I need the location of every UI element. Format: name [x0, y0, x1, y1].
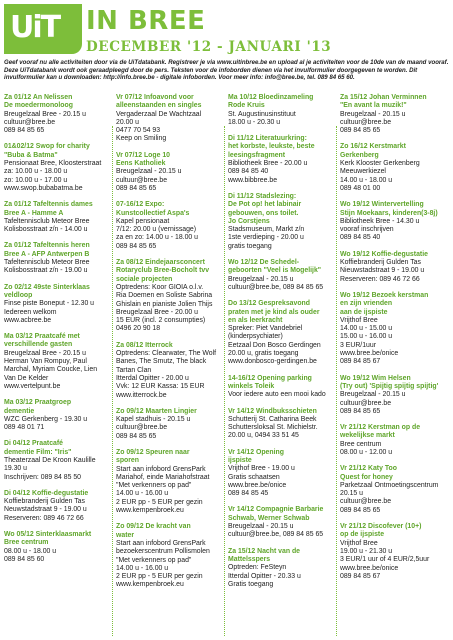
event-details: Optreden: FeSteyn Itterdal Opitter - 20.33 u Gratis toegang [228, 564, 301, 588]
event-details: Spreker: Piet Vandebriel (kinderpsychiater) Eetzaal Don Bosco Gerdingen 20.00 u, gratis toegang www.donbosco-gerdingen.be [228, 325, 321, 366]
event-details: Tafeltennisclub Meteor Bree Kolisbosstraat z/n - 14.00 u [4, 217, 90, 234]
event-details: Finse piste Boneput - 12.30 u Iedereen welkom www.acbree.be [4, 300, 95, 324]
event-title: Vr 14/12 Compagnie Barbarie Schwab, Werner Schwab [228, 506, 324, 522]
events-column-4 [340, 94, 444, 589]
event-entry [228, 506, 332, 539]
event-entry [116, 259, 220, 334]
event-entry [116, 408, 220, 441]
event-entry [228, 375, 332, 400]
event-entry [340, 292, 444, 367]
event-title: Ma 10/12 Bloedinzameling Rode Kruis [228, 94, 314, 110]
event-title: Wo 05/12 Sinterklaasmarkt Bree centrum [4, 531, 92, 547]
event-entry [340, 523, 444, 581]
event-details: Vrijthof Bree 19.00 u - 21.30 u 3 EUR/1 uur of 4 EUR/2,5uur www.bree.be/onice 089 84 85 67 [340, 539, 430, 580]
event-title: Vr 14/12 Opening ijspiste [228, 448, 284, 464]
event-entry [228, 193, 332, 251]
event-title: Za 08/12 Itterrock [116, 341, 173, 349]
event-title: Ma 03/12 Praatgroep dementie [4, 399, 72, 415]
event-entry [116, 201, 220, 251]
event-details: Breugelzaal - 20.15 u cultuur@bree.be 089 84 85 65 [340, 391, 406, 415]
event-title: Vr 21/12 Kerstman op de wekelijkse markt [340, 424, 421, 440]
event-details: Optredens: Koor GIOIA o.l.v. Ria Doemen en Soliste Sabrina Ghislain en pianiste Jolien Thijs Breugelzaal Bree - 20.00 u 15 EUR (incl. 2 consumpties) 0496 20 90 18 [116, 283, 213, 333]
event-entry [4, 399, 108, 432]
event-entry [340, 465, 444, 515]
event-details: Kerk Klooster Gerkenberg Meeuwerkiezel 14.00 u - 18.00 u 089 48 01 00 [340, 160, 420, 192]
event-details: Start aan infobord GrensPark Mariahof, einde Mariahofstraat "Met verkenners op pad" 14.00 u - 16.00 u 2 EUR pp - 5 EUR per gezin www.kempenbroek.eu [116, 465, 210, 515]
event-details: Vergaderzaal De Wachtzaal 20.00 u 0477 70 54 93 Keep on Smiling [116, 110, 202, 143]
uit-logo [4, 4, 82, 54]
event-title: Di 04/12 Praatcafé dementie Film: "Iris" [4, 440, 72, 456]
event-title: Zo 09/12 Maarten Lingier [116, 407, 197, 415]
event-title: Za 01/12 An Nelissen De moedermonoloog [4, 94, 73, 110]
event-details: St. Augustinusinstituut 18.00 u - 20.30 u [228, 110, 296, 126]
event-entry [228, 449, 332, 499]
event-entry [228, 135, 332, 185]
event-title: 07-16/12 Expo: Kunstcollectief Aspa's [116, 201, 190, 217]
event-details: Schutterij St. Catharina Beek Schuttersloksal St. Michielstr. 20.00 u, 0494 33 51 45 [228, 415, 318, 440]
column-divider [224, 126, 225, 636]
event-entry [4, 94, 108, 135]
event-entry [228, 300, 332, 366]
event-title: Vr 07/12 Loge 10 Eens Katholiek [116, 151, 171, 168]
event-title: Vr 07/12 Infoavond voor alleenstaanden en singles [116, 94, 202, 110]
event-details: Optredens: Clearwater, The Wolf Banes, The Smutz, The black Tartan Clan Itterdal Opitter - 20.00 u Vvk: 12 EUR Kassa: 15 EUR www.itterrock.be [116, 350, 217, 399]
event-title: Wo 19/12 Koffie-degustatie [340, 250, 428, 258]
event-title: Wo 19/12 Wintervertelling Stijn Moekaars, kinderen(3-8j) [340, 201, 438, 217]
header [0, 0, 453, 58]
event-title: Ma 03/12 Praatcafé met verschillende gasten [4, 333, 80, 349]
event-details: Tafeltennisclub Meteor Bree Kolisbosstraat z/n - 19.00 u [4, 259, 90, 275]
event-title: Za 01/12 Tafeltennis heren Bree A - AFP Antwerpen B [4, 242, 90, 258]
event-details: Breugelzaal Bree - 20.15 u Herman Van Rompuy, Paul Marchal, Myriam Coucke, Lien Van De Kelder www.vertelpunt.be [4, 349, 98, 390]
event-entry [340, 251, 444, 284]
event-entry [4, 333, 108, 391]
event-details: Koffiebranderij Gulden Tas Neuwstadstraat 9 - 19.00 u Reserveren: 089 46 72 66 [4, 498, 87, 522]
events-column-3 [228, 94, 332, 597]
event-details: Voor iedere auto een mooi kado [228, 391, 326, 399]
event-entry [340, 424, 444, 457]
event-title: Za 15/12 Johan Verminnen "En avant la muzik!" [340, 94, 427, 110]
event-title: Do 13/12 Gespreksavond praten met je kind als ouder en als leerkracht [228, 300, 320, 324]
event-details: Breugelzaal - 20.15 u cultuur@bree.be 089 84 85 65 [116, 168, 182, 192]
event-details: Vrijthof Bree 14.00 u - 15.00 u 15.00 u - 16.00 u 3 EUR/1uur www.bree.be/onice 089 84 85 67 [340, 316, 399, 366]
column-divider [112, 126, 113, 636]
page-title: IN BREE [86, 6, 206, 36]
event-title: Wo 19/12 Bezoek kerstman en zijn vrienden aan de ijspiste [340, 291, 429, 316]
event-title: Vr 21/12 Katy Too Quest for honey [340, 465, 397, 481]
event-title: Zo 09/12 Speuren naar sporen [116, 448, 190, 465]
event-entry [228, 548, 332, 589]
event-entry [228, 259, 332, 292]
event-details: Bibliotheek Bree - 14.30 u vooraf inschrijven 089 84 85 40 [340, 217, 420, 242]
event-title: Vr 14/12 Windbuksschieten [228, 407, 317, 415]
event-entry [340, 201, 444, 242]
event-details: Koffiebranderij Gulden Tas Nieuwstadstraat 9 - 19.00 u Reserveren: 089 46 72 66 [340, 259, 425, 283]
event-details: Bree centrum 08.00 u - 12.00 u [340, 440, 393, 456]
page-subtitle: DECEMBER '12 - JANUARI '13 [86, 39, 332, 55]
event-entry [116, 449, 220, 515]
event-details: Pensionaat Bree, Kloosterstraat za: 10.00 u - 18.00 u zo: 10.00 u - 17.00 u www.swop.bubabatma.be [4, 160, 102, 192]
event-title: Di 04/12 Koffie-degustatie [4, 489, 89, 497]
event-title: Di 11/12 Literatuurkring: het korbste, leukste, beste leesingsfragment [228, 135, 315, 159]
event-details: Breugelzaal Bree - 20.15 u cultuur@bree.be 089 84 85 65 [4, 110, 86, 135]
event-title: 14-16/12 Opening parking winkels Toleik [228, 374, 312, 390]
logo-text: UiT [10, 10, 60, 45]
event-details: WZC Gerkenberg - 19.30 u 089 48 01 71 [4, 415, 88, 432]
event-details: Breugelzaal - 20.15 u cultuur@bree.be, 089 84 85 65 [228, 523, 324, 539]
event-title: Zo 16/12 Kerstmarkt Gerkenberg [340, 143, 406, 159]
event-details: Bibliotheek Bree - 20.00 u 089 84 85 40 www.bibbree.be [228, 160, 308, 184]
event-details: Breugelzaal - 20.15 u cultuur@bree.be 089 84 85 65 [340, 110, 406, 135]
event-details: Start aan infobord GrensPark bezoekerscentrum Pollismolen "Met verkenners op pad" 14.00 u - 16.00 u 2 EUR pp - 5 EUR per gezin www.kempenbroek.eu [116, 539, 210, 589]
event-entry [116, 523, 220, 589]
event-details: Theaterzaal De Kroon Kaulille 19.30 u Inschrijven: 089 84 85 50 [4, 456, 96, 481]
event-entry [4, 284, 108, 325]
event-entry [116, 152, 220, 193]
event-details: Kapel pensionaat 7/12: 20.00 u (vernissage) za en zo: 14.00 u - 18.00 u 089 84 85 65 [116, 217, 198, 250]
event-entry [4, 490, 108, 523]
event-title: Za 15/12 Nacht van de Mattelsspers [228, 547, 301, 563]
event-details: Parketzaal Ontmoetingscentrum 20.15 u cultuur@bree.be 089 84 85 65 [340, 481, 439, 514]
event-details: Stadsmuseum, Markt z/n 1ste verdieping - 20.00 u gratis toegang [228, 226, 305, 250]
event-entry [340, 375, 444, 416]
event-entry [340, 94, 444, 135]
event-title: 01&02/12 Swop for charity "Buba & Batma" [4, 143, 90, 159]
event-details: 08.00 u - 18.00 u 089 84 85 60 [4, 547, 57, 563]
event-entry [116, 342, 220, 400]
event-entry [228, 408, 332, 441]
event-title: Wo 19/12 Wim Helsen (Try out) 'Spijtig spijtig spijtig' [340, 374, 439, 390]
event-title: Di 11/12 Stadslezing: De Pot op! het labinair gebouwen, ons toilet. Jo Corstjens [228, 192, 302, 225]
event-entry [4, 242, 108, 275]
event-title: Wo 12/12 De Schedel- geboorten "Veel is Mogelijk" [228, 259, 322, 275]
event-entry [340, 143, 444, 193]
event-title: Za 01/12 Tafeltennis dames Bree A - Hamme A [4, 201, 93, 217]
event-title: Vr 21/12 Discofever (10+) op de ijspiste [340, 523, 422, 539]
event-details: Kapel stadhuis - 20.15 u cultuur@bree.be 089 84 85 65 [116, 416, 191, 440]
events-column-1 [4, 94, 108, 572]
event-entry [4, 201, 108, 234]
event-entry [4, 440, 108, 481]
event-entry [116, 94, 220, 144]
event-title: Zo 02/12 49ste Sinterklaas veldloop [4, 283, 90, 299]
column-divider [336, 126, 337, 636]
event-entry [4, 143, 108, 193]
event-entry [4, 531, 108, 564]
intro-text: Geef vooraf nu alle activiteiten door via de UiTdatabank. Registreer je via www.uitinbree.be en upload al je activiteiten voor de 10de van de maand vooraf. Deze UiTdatabank wordt ook geraadpleegd door de pers. Teksten voor de infoborden dienen via het invulformulier doorgegeven te worden. Dit invulformulier kan u downloaden: http://info.bree.be - digitale infoborden. Voor meer info: info@bree.be, tel. 089 84 65 60. [4, 59, 449, 82]
event-details: Breugelzaal - 20.15 u cultuur@bree.be, 089 84 85 65 [228, 275, 324, 291]
event-details: Vrijthof Bree - 19.00 u Gratis schaatsen www.bree.be/onice 089 84 85 45 [228, 465, 295, 498]
event-title: Zo 09/12 De kracht van water [116, 523, 191, 539]
event-title: Za 08/12 Eindejaarsconcert Rotaryclub Bree-Bocholt tvv sociale projecten [116, 259, 210, 283]
events-column-2 [116, 94, 220, 598]
event-entry [228, 94, 332, 127]
